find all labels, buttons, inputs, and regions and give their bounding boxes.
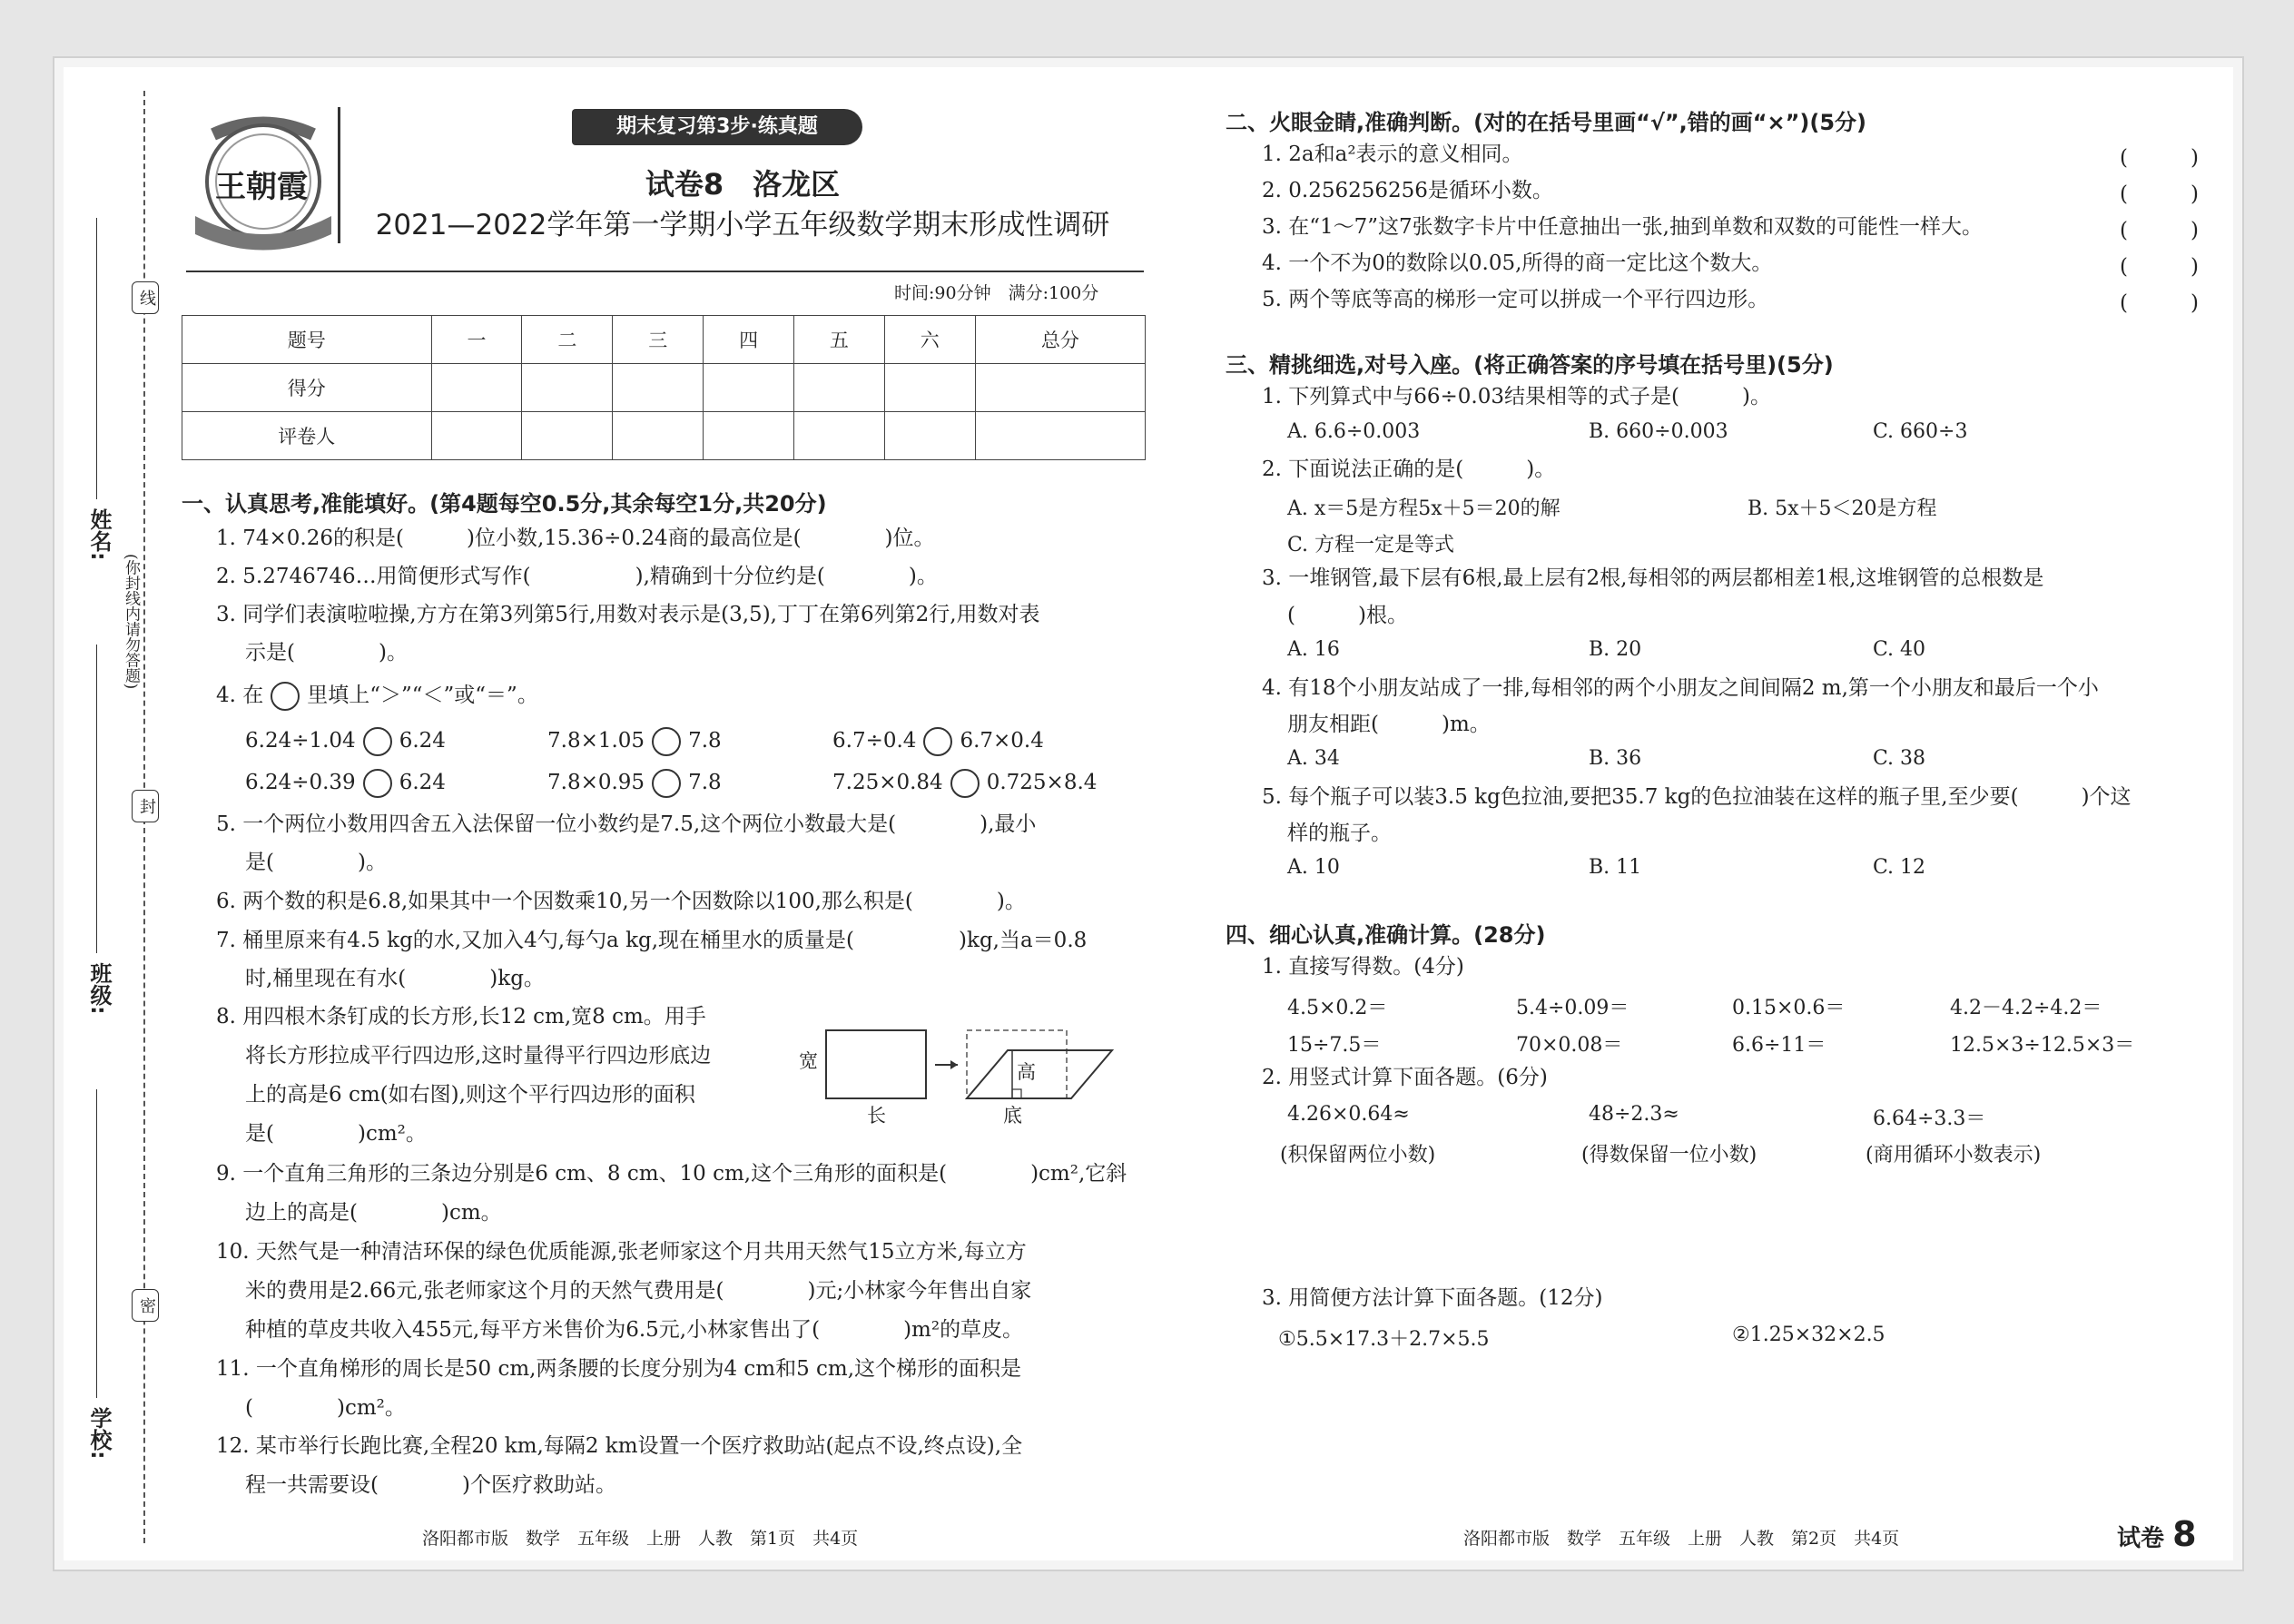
score-header-cell: 四 [704,316,794,364]
footer-page-1: 洛阳都市版 数学 五年级 上册 人教 第1页 共4页 [422,1529,859,1549]
score-header-cell: 五 [793,316,884,364]
q4-right: 6.7×0.4 [960,729,1044,753]
s3-q2-opt-a[interactable]: A. x＝5是方程5x＋5＝20的解 [1287,497,1561,520]
s1-q2: 2. 5.2746746…用简便形式写作( ),精确到十分位约是( )。 [216,565,938,588]
s1-q9-line2: 边上的高是( )cm。 [245,1201,502,1225]
q4-item [547,727,722,756]
s1-q5-line2: 是( )。 [245,851,387,874]
exam-subtitle: 2021—2022学年第一学期小学五年级数学期末形成性调研 [375,209,1110,241]
s3-q5-opt-c[interactable]: C. 12 [1873,856,1926,879]
q4-item [832,727,1044,756]
class-field[interactable] [96,645,97,953]
s4-calc: 6.6÷11＝ [1732,1034,1826,1057]
compare-circle-icon[interactable] [363,727,392,756]
q4-item [245,727,446,756]
s1-q7-line1: 7. 桶里原来有4.5 kg的水,又加入4勺,每勺a kg,现在桶里水的质量是( )kg,当a＝0.8 [216,929,1088,952]
s3-q4-line1: 4. 有18个小朋友站成了一排,每相邻的两个小朋友之间间隔2 m,第一个小朋友和最后一个小 [1262,676,2099,700]
s1-q4-text2: 里填上“＞”“＜”或“＝”。 [307,684,538,707]
exam-title: 试卷8 洛龙区 [645,167,841,202]
s1-q10-line2: 米的费用是2.66元,张老师家这个月的天然气费用是( )元;小林家今年售出自家 [245,1279,1032,1303]
q4-left: 6.7÷0.4 [832,729,917,753]
fig-length-label: 长 [867,1105,886,1127]
header-divider [338,107,340,243]
grader-cell[interactable] [704,412,794,460]
score-cell[interactable] [613,364,704,412]
s3-q5-opt-b[interactable]: B. 11 [1589,856,1642,879]
binding-note: (你封线内请勿答题) [122,554,140,690]
compare-circle-icon[interactable] [652,769,681,798]
answer-paren[interactable]: ( ) [2120,146,2199,170]
s1-q8-line3: 上的高是6 cm(如右图),则这个平行四边形的面积 [245,1083,695,1107]
s3-q1-opt-b[interactable]: B. 660÷0.003 [1589,420,1728,443]
school-label: 学校: [86,1407,112,1460]
mi-mark: 密 [132,1289,159,1322]
s3-q5-opt-a[interactable]: A. 10 [1287,856,1340,879]
footer-exam-number: 8 [2172,1514,2197,1554]
s2-item-3: 3. 在“1～7”这7张数字卡片中任意抽出一张,抽到单数和双数的可能性一样大。 [1262,215,1983,239]
q4-item [547,769,722,798]
fig-base-label: 底 [1003,1105,1022,1127]
s1-q11-line1: 11. 一个直角梯形的周长是50 cm,两条腰的长度分别为4 cm和5 cm,这个梯形的面积是 [216,1357,1022,1381]
q4-item [832,769,1097,798]
grader-row-label: 评卷人 [182,412,432,460]
grader-cell[interactable] [431,412,522,460]
s1-q5-line1: 5. 一个两位小数用四舍五入法保留一位小数约是7.5,这个两位小数最大是( ),最小 [216,812,1037,836]
s4-part3-title: 3. 用简便方法计算下面各题。(12分) [1262,1286,1603,1310]
s1-q4 [216,682,538,711]
header-rule [186,271,1144,272]
s3-q4-line2: 朋友相距( )m。 [1287,713,1491,736]
s3-q2-opt-b[interactable]: B. 5x＋5＜20是方程 [1748,497,1937,520]
answer-paren[interactable]: ( ) [2120,182,2199,206]
s1-q3-line2: 示是( )。 [245,641,408,664]
s4-calc-note: (得数保留一位小数) [1581,1144,1757,1166]
score-row-label: 得分 [182,364,432,412]
q4-left: 7.8×1.05 [547,729,645,753]
s1-q9-line1: 9. 一个直角三角形的三条边分别是6 cm、8 cm、10 cm,这个三角形的面积是( )cm²,它斜 [216,1162,1127,1186]
s4-vertical-calc: 4.26×0.64≈ [1287,1103,1410,1126]
fig-width-label: 宽 [799,1050,818,1072]
s4-simplify-calc: ①5.5×17.3＋2.7×5.5 [1278,1328,1490,1351]
s3-q3-line1: 3. 一堆钢管,最下层有6根,最上层有2根,每相邻的两层都相差1根,这堆钢管的总根数是 [1262,566,2044,590]
s4-simplify-calc: ②1.25×32×2.5 [1732,1324,1885,1346]
section-4-title: 四、细心认真,准确计算。(28分) [1226,922,1546,948]
score-header-cell: 二 [522,316,613,364]
s3-q4-opt-b[interactable]: B. 36 [1589,747,1642,770]
s1-q10-line3: 种植的草皮共收入455元,每平方米售价为6.5元,小林家售出了( )m²的草皮。 [245,1318,1024,1342]
q4-item [245,769,446,798]
s1-q11-line2: ( )cm²。 [245,1396,406,1420]
school-field[interactable] [96,1089,97,1398]
score-cell[interactable] [793,364,884,412]
s2-item-4: 4. 一个不为0的数除以0.05,所得的商一定比这个数大。 [1262,251,1773,275]
s4-part1-title: 1. 直接写得数。(4分) [1262,955,1464,979]
grader-cell[interactable] [975,412,1145,460]
score-table [182,315,1146,460]
feng-mark: 封 [132,790,159,822]
s4-calc: 0.15×0.6＝ [1732,997,1846,1019]
banner: 期末复习第3步·练真题 [572,109,862,145]
s4-vertical-calc: 6.64÷3.3＝ [1873,1107,1986,1130]
score-header-cell: 题号 [182,316,432,364]
score-cell[interactable] [975,364,1145,412]
grader-cell[interactable] [884,412,975,460]
s3-q3-opt-b[interactable]: B. 20 [1589,638,1642,661]
grader-cell[interactable] [522,412,613,460]
compare-circle-icon[interactable] [923,727,952,756]
answer-paren[interactable]: ( ) [2120,255,2199,279]
footer-exam-label [2117,1514,2197,1554]
class-label: 班级: [86,962,112,1015]
s4-calc: 15÷7.5＝ [1287,1034,1382,1057]
binding-margin [86,64,218,1561]
s3-q3-opt-c[interactable]: C. 40 [1873,638,1926,661]
s1-q4-text: 4. 在 [216,684,264,707]
s3-q2: 2. 下面说法正确的是( )。 [1262,458,1556,481]
score-row [182,364,1146,412]
s4-calc-note: (积保留两位小数) [1280,1144,1436,1166]
grader-cell[interactable] [793,412,884,460]
s3-q3-line2: ( )根。 [1287,604,1408,627]
footer-exam-word: 试卷 [2117,1525,2165,1552]
s1-q3-line1: 3. 同学们表演啦啦操,方方在第3列第5行,用数对表示是(3,5),丁丁在第6列第2行,用数对表 [216,603,1040,626]
compare-circle-icon [271,682,300,711]
q4-right: 7.8 [688,771,722,794]
score-header-cell: 总分 [975,316,1145,364]
s2-item-5: 5. 两个等底等高的梯形一定可以拼成一个平行四边形。 [1262,288,1769,311]
s1-q8-line4: 是( )cm²。 [245,1122,427,1146]
s4-calc: 70×0.08＝ [1516,1034,1623,1057]
score-header-cell: 一 [431,316,522,364]
q4-left: 6.24÷0.39 [245,771,356,794]
s4-calc: 12.5×3÷12.5×3＝ [1950,1034,2135,1057]
score-cell[interactable] [431,364,522,412]
q4-right: 7.8 [688,729,722,753]
section-3-title: 三、精挑细选,对号入座。(将正确答案的序号填在括号里)(5分) [1226,352,1834,378]
s4-part2-answer-space[interactable] [1262,1171,2188,1275]
q4-left: 7.25×0.84 [832,771,943,794]
s3-q1-opt-c[interactable]: C. 660÷3 [1873,420,1968,443]
s1-q10-line1: 10. 天然气是一种清洁环保的绿色优质能源,张老师家这个月共用天然气15立方米,每立方 [216,1240,1027,1264]
s1-q12-line1: 12. 某市举行长跑比赛,全程20 km,每隔2 km设置一个医疗救助站(起点不设,终点设),全 [216,1434,1023,1458]
score-cell[interactable] [884,364,975,412]
q4-right: 6.24 [399,729,446,753]
score-header-cell: 六 [884,316,975,364]
name-field[interactable] [96,218,97,499]
s3-q1-opt-a[interactable]: A. 6.6÷0.003 [1287,420,1421,443]
xian-mark: 线 [132,281,159,314]
s4-part2-title: 2. 用竖式计算下面各题。(6分) [1262,1066,1548,1089]
footer-page-2: 洛阳都市版 数学 五年级 上册 人教 第2页 共4页 [1463,1529,1900,1549]
s1-q8-line2: 将长方形拉成平行四边形,这时量得平行四边形底边 [245,1044,712,1068]
s2-item-1: 1. 2a和a²表示的意义相同。 [1262,143,1523,166]
q4-left: 7.8×0.95 [547,771,645,794]
s3-q3-opt-a[interactable]: A. 16 [1287,638,1340,661]
s3-q2-opt-c[interactable]: C. 方程一定是等式 [1287,534,1455,556]
s4-part3-answer-space[interactable] [1262,1357,2188,1502]
compare-circle-icon[interactable] [652,727,681,756]
s4-calc: 4.5×0.2＝ [1287,997,1388,1019]
compare-circle-icon[interactable] [363,769,392,798]
q4-right: 0.725×8.4 [986,771,1098,794]
answer-paren[interactable]: ( ) [2120,219,2199,242]
grader-cell[interactable] [613,412,704,460]
score-cell[interactable] [704,364,794,412]
fig-height-label: 高 [1017,1061,1036,1083]
score-header-row [182,316,1146,364]
score-cell[interactable] [522,364,613,412]
logo [186,107,340,252]
s1-q6: 6. 两个数的积是6.8,如果其中一个因数乘10,另一个因数除以100,那么积是( )。 [216,890,1026,913]
s1-q8-line1: 8. 用四根木条钉成的长方形,长12 cm,宽8 cm。用手 [216,1005,706,1029]
s1-q12-line2: 程一共需要设( )个医疗救助站。 [245,1473,616,1497]
name-label: 姓名: [86,508,112,561]
section-2-title: 二、火眼金睛,准确判断。(对的在括号里画“√”,错的画“×”)(5分) [1226,110,1867,135]
answer-paren[interactable]: ( ) [2120,291,2199,315]
s4-vertical-calc: 48÷2.3≈ [1589,1103,1679,1126]
s4-calc-note: (商用循环小数表示) [1866,1144,2042,1166]
q4-left: 6.24÷1.04 [245,729,356,753]
s3-q5-line2: 样的瓶子。 [1287,822,1392,845]
s2-item-2: 2. 0.256256256是循环小数。 [1262,179,1553,202]
grader-row [182,412,1146,460]
s3-q4-opt-c[interactable]: C. 38 [1873,747,1926,770]
s1-q1: 1. 74×0.26的积是( )位小数,15.36÷0.24商的最高位是( )位。 [216,527,935,550]
s1-q7-line2: 时,桶里现在有水( )kg。 [245,967,545,990]
q4-right: 6.24 [399,771,446,794]
s3-q1: 1. 下列算式中与66÷0.03结果相等的式子是( )。 [1262,385,1771,408]
s3-q4-opt-a[interactable]: A. 34 [1287,747,1340,770]
figure-drawing [799,1021,1126,1130]
s4-calc: 5.4÷0.09＝ [1516,997,1629,1019]
logo-text: 王朝霞 [215,169,308,205]
s3-q5-line1: 5. 每个瓶子可以装3.5 kg色拉油,要把35.7 kg的色拉油装在这样的瓶子里,至少要( )个这 [1262,785,2132,809]
s4-calc: 4.2－4.2÷4.2＝ [1950,997,2102,1019]
compare-circle-icon[interactable] [950,769,980,798]
section-1-title: 一、认真思考,准能填好。(第4题每空0.5分,其余每空1分,共20分) [182,491,827,517]
rectangle-parallelogram-figure [799,1021,1126,1130]
time-info: 时间:90分钟 满分:100分 [894,283,1099,303]
score-header-cell: 三 [613,316,704,364]
